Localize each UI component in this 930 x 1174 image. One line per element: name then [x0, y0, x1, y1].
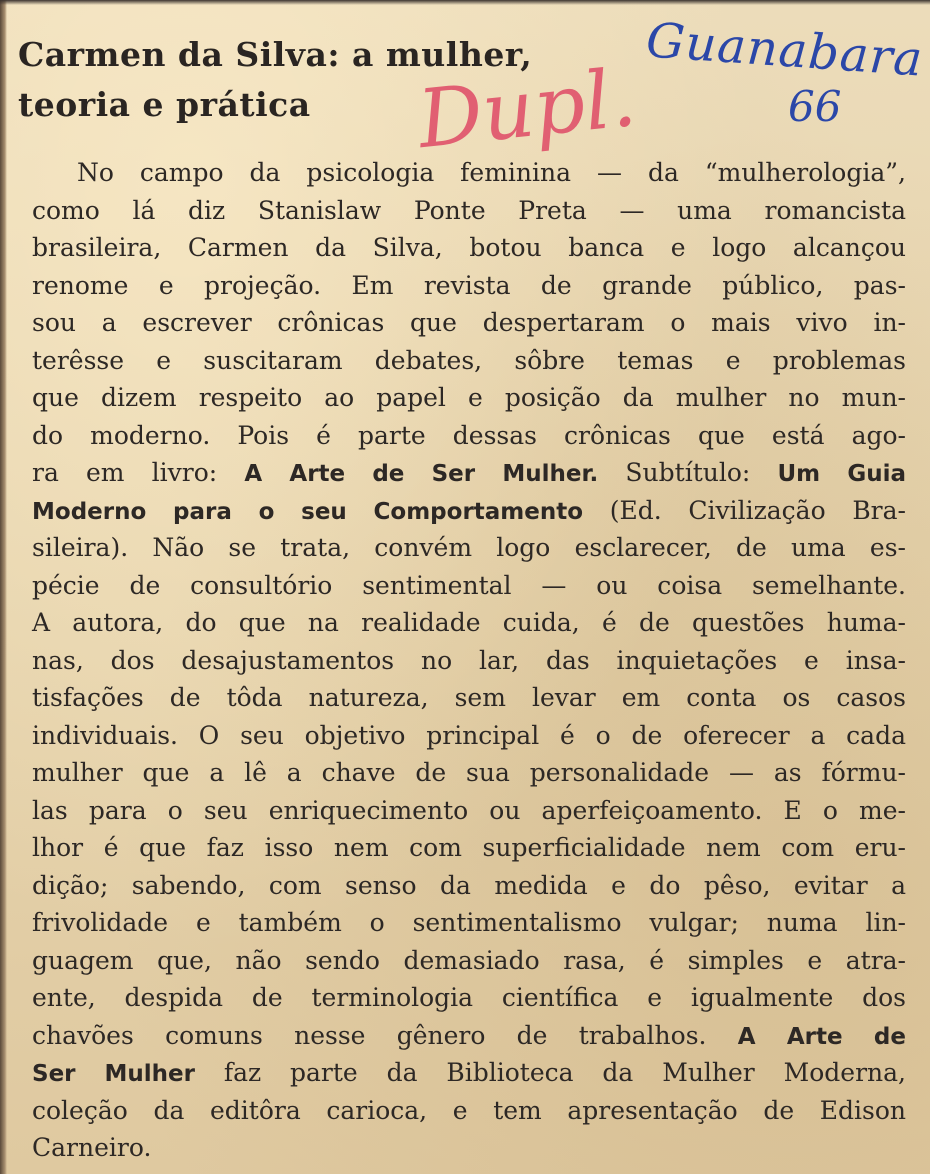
article-line — [32, 304, 906, 342]
article-line — [32, 379, 906, 417]
article-line — [32, 342, 906, 380]
handwritten-number-annotation: 66 — [788, 82, 842, 131]
article-line — [32, 829, 906, 867]
article-line-text: coleção da editôra carioca, e tem apresentação de Edison — [32, 1095, 906, 1125]
article-line-text: pécie de consultório sentimental — ou coisa semelhante. — [32, 570, 906, 600]
article-line — [32, 679, 906, 717]
article-line-text: guagem que, não sendo demasiado rasa, é simples e atra- — [32, 945, 906, 975]
article-line — [32, 604, 906, 642]
article-line — [32, 1092, 906, 1130]
article-line — [32, 492, 906, 530]
article-title-line-1: Carmen da Silva: a mulher, — [18, 35, 533, 74]
article-line-text: que dizem respeito ao papel e posição da mulher no mun- — [32, 383, 906, 412]
article-line — [32, 454, 906, 492]
article-line-text: ente, despida de terminologia científica e igualmente dos — [32, 983, 906, 1012]
article-line — [32, 642, 906, 680]
article-line-text: renome e projeção. Em revista de grande público, pas- — [32, 270, 906, 300]
article-line — [32, 1017, 906, 1055]
article-line-text: Subtítulo: — [625, 458, 751, 487]
article-line — [32, 154, 906, 192]
article-line-text: individuais. O seu objetivo principal é o de oferecer a cada — [32, 720, 906, 750]
article-line-text: frivolidade e também o sentimentalismo vulgar; numa lin- — [32, 908, 906, 937]
article-line-text: (Ed. Civilização Bra- — [609, 495, 906, 525]
article-line — [32, 717, 906, 755]
article-line-text: chavões comuns nesse gênero de trabalhos. — [32, 1020, 707, 1050]
article-line — [32, 904, 906, 942]
book-title-text: Ser Mulher — [32, 1061, 195, 1087]
article-line-text: dição; sabendo, com senso da medida e do pêso, evitar a — [32, 870, 906, 900]
article-line — [32, 1129, 906, 1167]
article-title-line-2: teoria e prática — [18, 85, 311, 124]
article-line — [32, 567, 906, 605]
article-line-text: terêsse e suscitaram debates, sôbre temas e problemas — [32, 345, 906, 375]
article-line-text: No campo da psicologia feminina — da “mulherologia”, — [77, 158, 906, 187]
handwritten-duplicate-mark: Dupl. — [413, 50, 641, 167]
article-line-text: do moderno. Pois é parte dessas crônicas que está ago- — [32, 420, 906, 450]
article-line-text: faz parte da Biblioteca da Mulher Moderna, — [223, 1058, 906, 1087]
article-line-text: sou a escrever crônicas que despertaram o mais vivo in- — [32, 308, 906, 337]
article-line — [32, 529, 906, 567]
article-line — [32, 942, 906, 980]
article-line — [32, 1054, 906, 1092]
article-line — [32, 754, 906, 792]
handwritten-place-annotation: Guanabara — [644, 12, 925, 88]
article-line-text: mulher que a lê a chave de sua personalidade — as fórmu- — [32, 758, 906, 787]
book-title-text: A Arte de Ser Mulher. — [244, 461, 599, 487]
article-line-text: nas, dos desajustamentos no lar, das inquietações e insa- — [32, 645, 906, 675]
book-title-text: Um Guia — [777, 461, 906, 487]
book-title-text: A Arte de — [737, 1023, 906, 1050]
article-line — [32, 229, 906, 267]
clipping-top-edge — [0, 0, 930, 5]
article-line-text: tisfações de tôda natureza, sem levar em conta os casos — [32, 683, 906, 712]
article-line — [32, 792, 906, 830]
article-line-text: ra em livro: — [32, 458, 218, 487]
book-title-text: Moderno para o seu Comportamento — [32, 498, 584, 525]
article-line-text: A autora, do que na realidade cuida, é de questões huma- — [32, 608, 906, 637]
clipping-left-edge — [0, 0, 7, 1174]
article-line — [32, 979, 906, 1017]
article-line-text: Carneiro. — [32, 1133, 152, 1162]
article-line — [32, 867, 906, 905]
article-title — [18, 30, 532, 130]
article-line-text: como lá diz Stanislaw Ponte Preta — uma romancista — [32, 195, 906, 225]
article-line-text: las para o seu enriquecimento ou aperfeiçoamento. E o me- — [32, 795, 906, 825]
article-body — [32, 154, 906, 1167]
article-line-text: lhor é que faz isso nem com superficialidade nem com eru- — [32, 833, 906, 862]
article-line-text: brasileira, Carmen da Silva, botou banca e logo alcançou — [32, 233, 906, 262]
article-line — [32, 192, 906, 230]
article-line-text: sileira). Não se trata, convém logo esclarecer, de uma es- — [32, 533, 906, 562]
article-line — [32, 417, 906, 455]
article-line — [32, 267, 906, 305]
